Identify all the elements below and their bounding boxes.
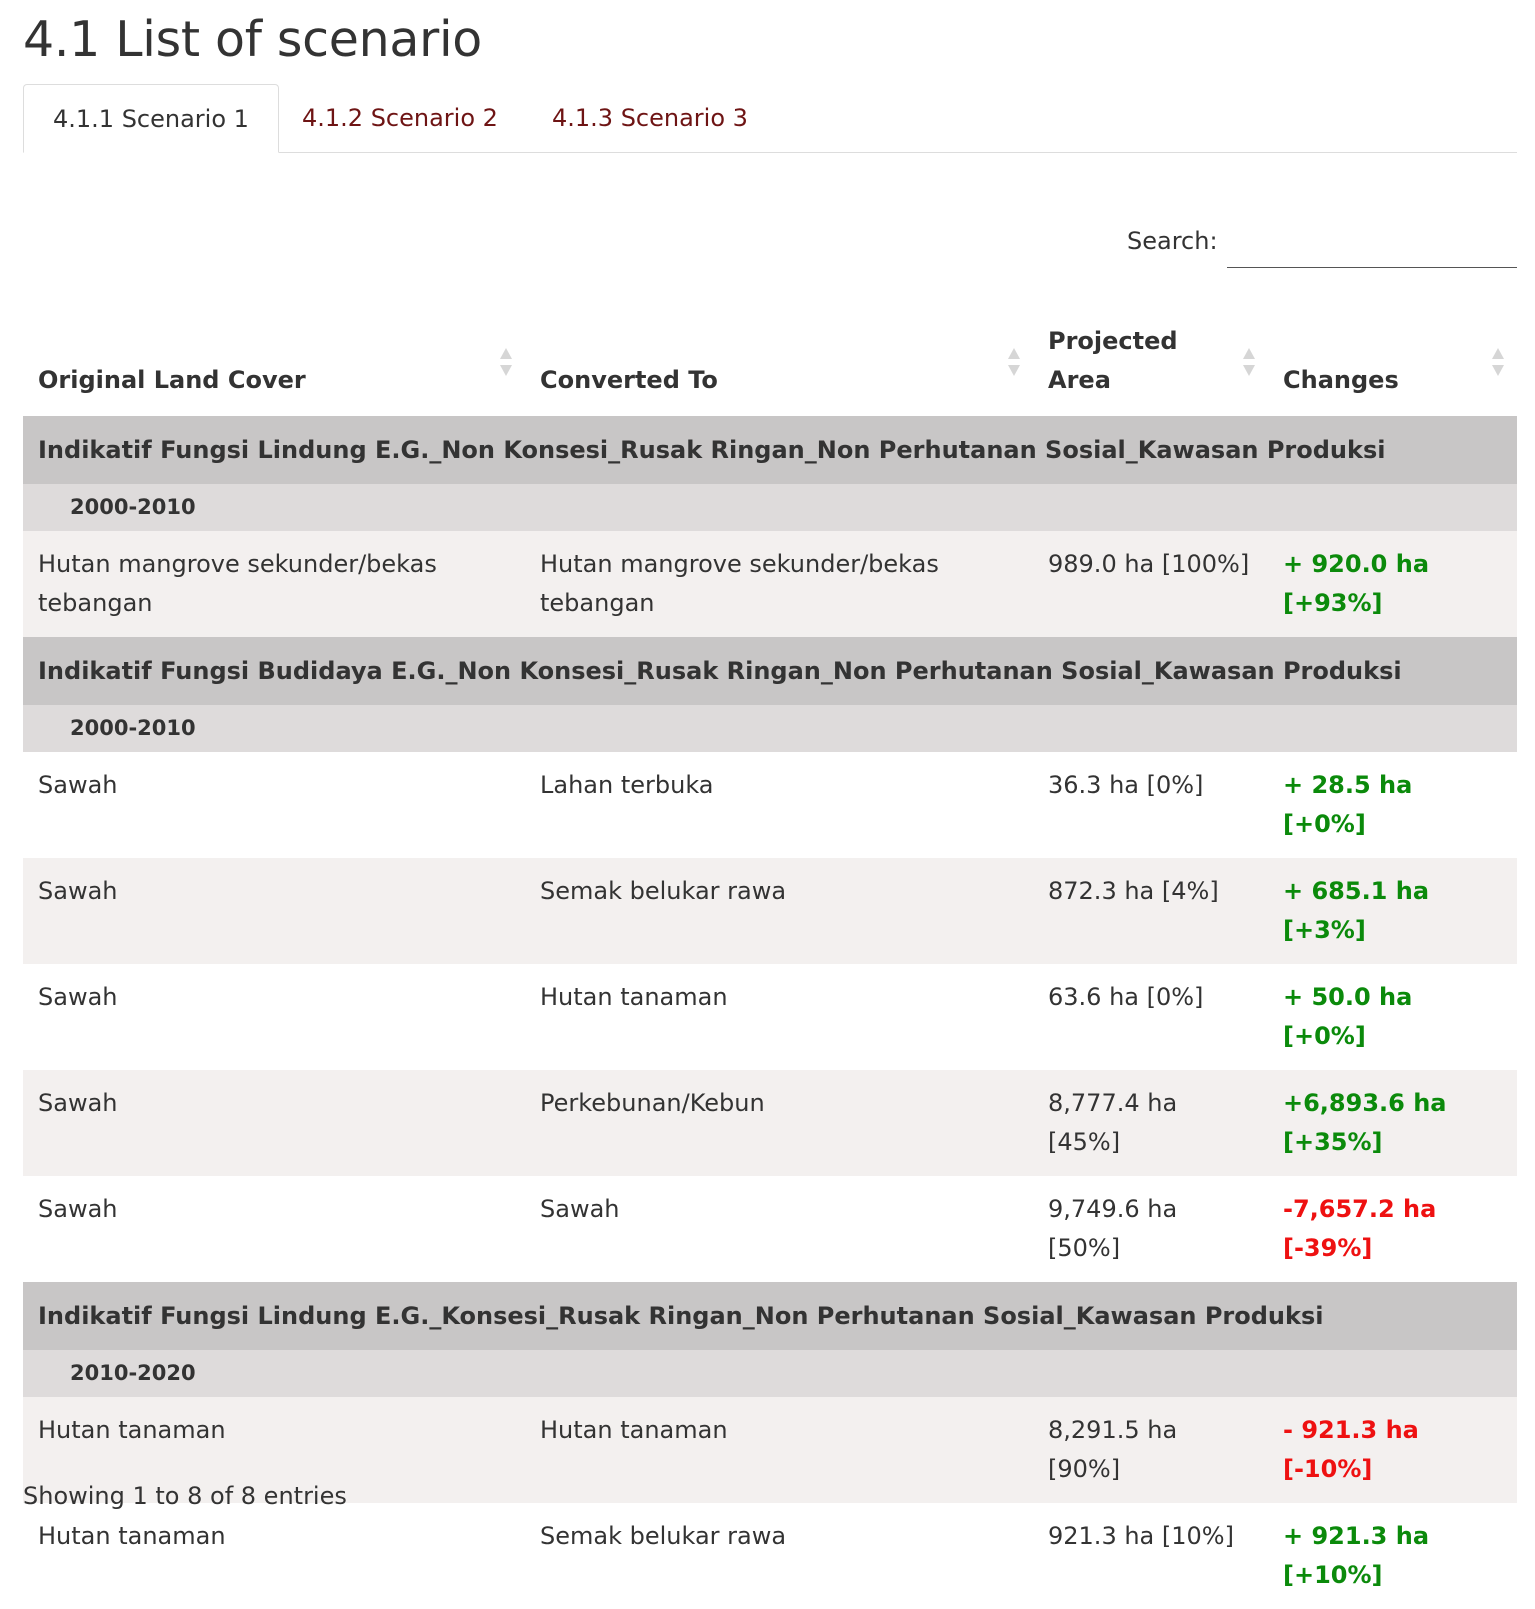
cell-converted-to: Hutan tanaman	[525, 964, 1033, 1070]
cell-original-land-cover: Sawah	[23, 858, 525, 964]
sort-arrows-icon	[1007, 346, 1021, 378]
cell-original-land-cover: Sawah	[23, 752, 525, 858]
column-header-original-land-cover[interactable]	[23, 312, 525, 416]
cell-changes: + 28.5 ha [+0%]	[1268, 752, 1517, 858]
column-header-label: Converted To	[540, 366, 718, 394]
cell-converted-to: Hutan mangrove sekunder/bekas tebangan	[525, 531, 1033, 637]
group-row	[23, 416, 1517, 484]
cell-changes: + 685.1 ha [+3%]	[1268, 858, 1517, 964]
cell-projected-area: 989.0 ha [100%]	[1033, 531, 1268, 637]
period-row	[23, 484, 1517, 531]
cell-original-land-cover: Sawah	[23, 1070, 525, 1176]
sort-icon	[1242, 346, 1256, 378]
sort-icon	[1007, 346, 1021, 378]
cell-converted-to: Sawah	[525, 1176, 1033, 1282]
table-info: Showing 1 to 8 of 8 entries	[23, 1482, 347, 1510]
search-input[interactable]	[1227, 222, 1517, 268]
cell-original-land-cover: Sawah	[23, 1176, 525, 1282]
cell-projected-area: 8,291.5 ha [90%]	[1033, 1397, 1268, 1503]
period-row	[23, 705, 1517, 752]
table-row	[23, 1070, 1517, 1176]
cell-changes: + 50.0 ha [+0%]	[1268, 964, 1517, 1070]
table-row	[23, 1503, 1517, 1609]
group-label: Indikatif Fungsi Budidaya E.G._Non Konsesi_Rusak Ringan_Non Perhutanan Sosial_Kawasan Produksi	[23, 637, 1517, 705]
column-header-projected-area[interactable]	[1033, 312, 1268, 416]
tab-scenario-2[interactable]: 4.1.2 Scenario 2	[302, 104, 498, 132]
search-label: Search:	[1127, 227, 1218, 255]
cell-converted-to: Perkebunan/Kebun	[525, 1070, 1033, 1176]
cell-converted-to: Lahan terbuka	[525, 752, 1033, 858]
table-row	[23, 752, 1517, 858]
cell-changes: +6,893.6 ha [+35%]	[1268, 1070, 1517, 1176]
table-header-row	[23, 312, 1517, 416]
cell-projected-area: 36.3 ha [0%]	[1033, 752, 1268, 858]
scenario-tabs	[23, 84, 1517, 153]
cell-projected-area: 9,749.6 ha [50%]	[1033, 1176, 1268, 1282]
column-header-label: Changes	[1283, 366, 1399, 394]
group-label: Indikatif Fungsi Lindung E.G._Non Konsesi_Rusak Ringan_Non Perhutanan Sosial_Kawasan Produksi	[23, 416, 1517, 484]
column-header-label: Projected Area	[1048, 327, 1178, 394]
cell-projected-area: 872.3 ha [4%]	[1033, 858, 1268, 964]
cell-converted-to: Semak belukar rawa	[525, 1503, 1033, 1609]
table-row	[23, 1176, 1517, 1282]
period-label: 2000-2010	[23, 705, 1517, 752]
tab-scenario-3[interactable]: 4.1.3 Scenario 3	[552, 104, 748, 132]
period-label: 2000-2010	[23, 484, 1517, 531]
sort-icon	[1491, 346, 1505, 378]
cell-changes: + 921.3 ha [+10%]	[1268, 1503, 1517, 1609]
cell-changes: + 920.0 ha [+93%]	[1268, 531, 1517, 637]
group-row	[23, 637, 1517, 705]
cell-original-land-cover: Hutan tanaman	[23, 1397, 525, 1503]
period-row	[23, 1350, 1517, 1397]
group-row	[23, 1282, 1517, 1350]
table-row	[23, 531, 1517, 637]
cell-projected-area: 63.6 ha [0%]	[1033, 964, 1268, 1070]
cell-converted-to: Semak belukar rawa	[525, 858, 1033, 964]
cell-projected-area: 921.3 ha [10%]	[1033, 1503, 1268, 1609]
sort-icon	[499, 346, 513, 378]
cell-changes: -7,657.2 ha [-39%]	[1268, 1176, 1517, 1282]
table-body	[23, 416, 1517, 1609]
page-title: 4.1 List of scenario	[23, 11, 482, 68]
period-label: 2010-2020	[23, 1350, 1517, 1397]
table-row	[23, 858, 1517, 964]
cell-projected-area: 8,777.4 ha [45%]	[1033, 1070, 1268, 1176]
group-label: Indikatif Fungsi Lindung E.G._Konsesi_Rusak Ringan_Non Perhutanan Sosial_Kawasan Produksi	[23, 1282, 1517, 1350]
cell-original-land-cover: Hutan mangrove sekunder/bekas tebangan	[23, 531, 525, 637]
column-header-changes[interactable]	[1268, 312, 1517, 416]
table-row	[23, 964, 1517, 1070]
tab-scenario-1[interactable]: 4.1.1 Scenario 1	[23, 84, 279, 153]
sort-arrows-icon	[499, 346, 513, 378]
scenario-table	[23, 312, 1517, 1609]
cell-changes: - 921.3 ha [-10%]	[1268, 1397, 1517, 1503]
cell-original-land-cover: Hutan tanaman	[23, 1503, 525, 1609]
sort-arrows-icon	[1242, 346, 1256, 378]
cell-converted-to: Hutan tanaman	[525, 1397, 1033, 1503]
sort-arrows-icon	[1491, 346, 1505, 378]
cell-original-land-cover: Sawah	[23, 964, 525, 1070]
column-header-label: Original Land Cover	[38, 366, 306, 394]
column-header-converted-to[interactable]	[525, 312, 1033, 416]
